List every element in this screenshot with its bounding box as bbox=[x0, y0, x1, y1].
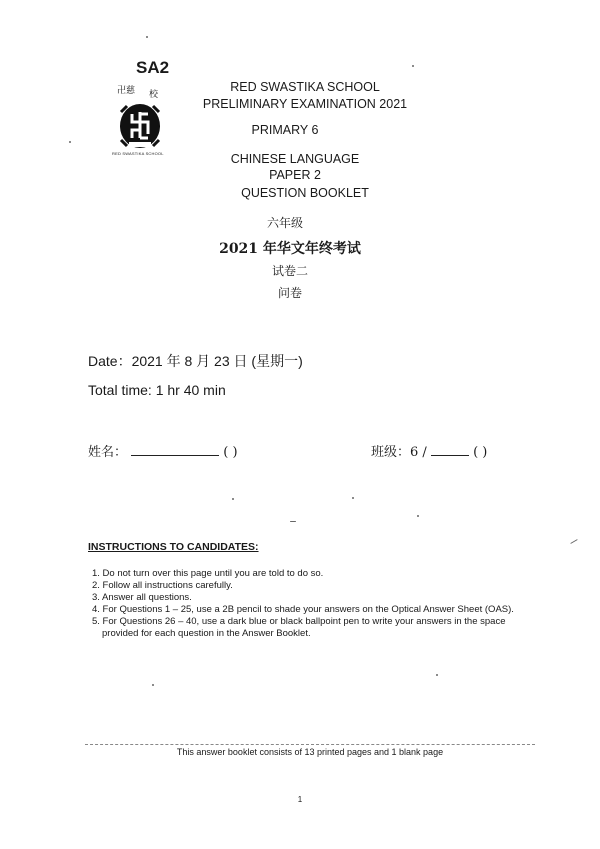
scan-speck bbox=[412, 65, 414, 67]
class-label: 班级：6 / bbox=[371, 445, 427, 460]
document-code: SA2 bbox=[136, 58, 170, 77]
index-bracket: ( ) bbox=[223, 445, 238, 460]
page-count-note: This answer booklet consists of 13 printed pages and 1 blank page bbox=[176, 747, 444, 757]
chinese-booklet: 问卷 bbox=[277, 286, 302, 300]
instruction-item: 4. For Questions 1 – 25, use a 2B pencil to shade your answers on the Optical Answer Sheet (OAS). bbox=[92, 604, 514, 615]
instruction-item: 1. Do not turn over this page until you are told to do so. bbox=[92, 568, 324, 579]
chinese-level: 六年级 bbox=[266, 216, 303, 230]
instructions-title: INSTRUCTIONS TO CANDIDATES: bbox=[88, 541, 259, 553]
logo-caption: RED SWASTIKA SCHOOL bbox=[112, 151, 164, 156]
page-number: 1 bbox=[297, 795, 303, 804]
scan-speck bbox=[290, 521, 296, 522]
level: PRIMARY 6 bbox=[251, 123, 319, 137]
chinese-exam-title: 2021 年华文年终考试 bbox=[219, 241, 361, 257]
svg-text:校: 校 bbox=[149, 90, 159, 100]
name-label: 姓名： bbox=[88, 445, 128, 460]
scan-speck bbox=[570, 539, 577, 544]
instruction-item: 2. Follow all instructions carefully. bbox=[92, 580, 233, 591]
chinese-paper: 试卷二 bbox=[271, 264, 308, 278]
booklet-type: QUESTION BOOKLET bbox=[241, 186, 369, 200]
paper: PAPER 2 bbox=[269, 168, 321, 182]
footer-divider bbox=[85, 744, 535, 745]
scan-speck bbox=[146, 36, 148, 38]
instruction-item: 3. Answer all questions. bbox=[92, 592, 192, 603]
name-field bbox=[88, 441, 238, 460]
total-time: Total time: 1 hr 40 min bbox=[88, 382, 226, 398]
scan-speck bbox=[436, 674, 438, 676]
school-name: RED SWASTIKA SCHOOL bbox=[230, 80, 380, 94]
name-blank[interactable] bbox=[131, 443, 219, 456]
scan-speck bbox=[417, 515, 419, 517]
class-field bbox=[371, 441, 487, 460]
subject: CHINESE LANGUAGE bbox=[230, 152, 360, 166]
class-blank[interactable] bbox=[431, 443, 469, 456]
class-index-bracket: ( ) bbox=[473, 445, 488, 460]
school-logo bbox=[115, 82, 167, 154]
exam-title: PRELIMINARY EXAMINATION 2021 bbox=[202, 97, 408, 111]
scan-speck bbox=[69, 141, 71, 143]
scan-speck bbox=[232, 498, 234, 500]
scan-speck bbox=[352, 497, 354, 499]
instructions-list bbox=[92, 568, 532, 640]
school-logo-icon bbox=[115, 82, 167, 154]
svg-text:卍慈: 卍慈 bbox=[117, 86, 136, 96]
exam-date: Date：2021 年 8 月 23 日 (星期一) bbox=[88, 353, 303, 369]
instruction-item: 5. For Questions 26 – 40, use a dark blue or black ballpoint pen to write your answers in the space provided for each question in the Answer Booklet. bbox=[92, 616, 506, 639]
scan-speck bbox=[152, 684, 154, 686]
